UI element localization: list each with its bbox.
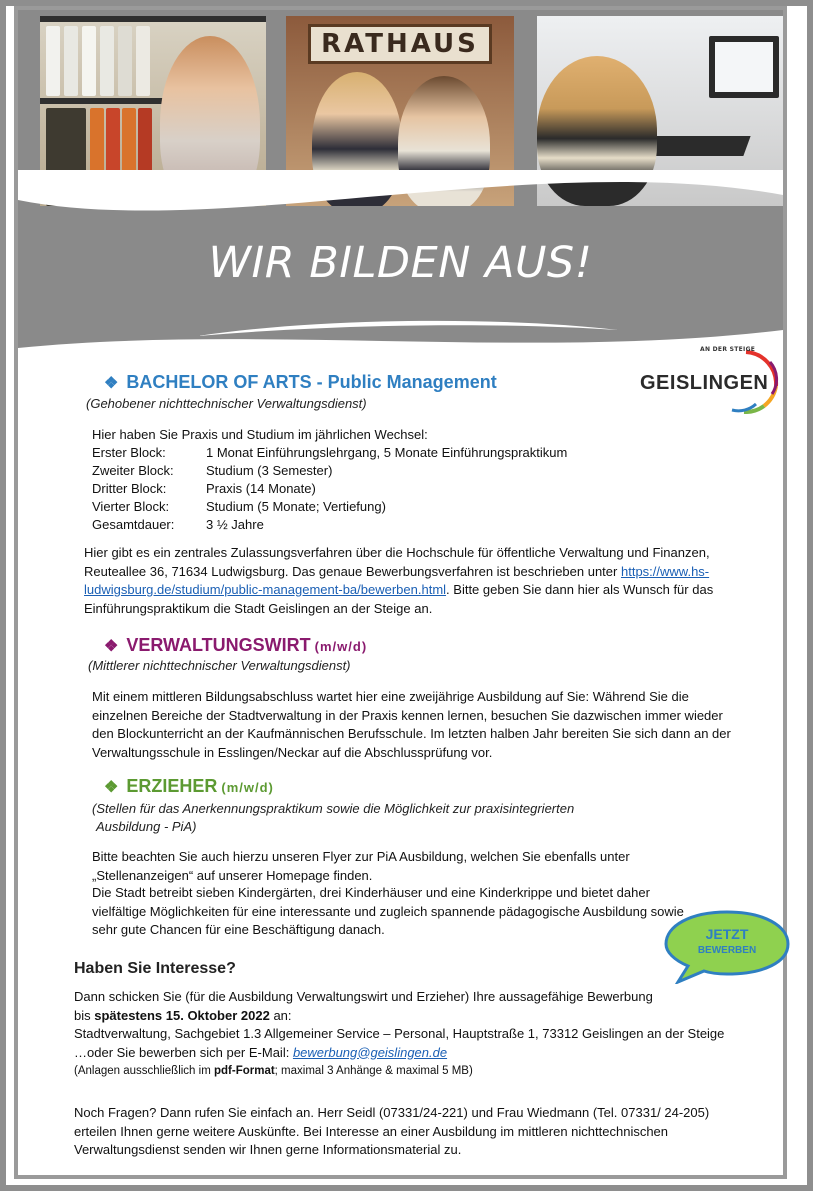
bachelor-paragraph [84,544,746,618]
block-label: Gesamtdauer: [92,517,175,532]
postal-address: Stadtverwaltung, Sachgebiet 1.3 Allgemeiner Service – Personal, Hauptstraße 1, 73312 Geislingen an der Steige [74,1026,725,1041]
shelf-top [40,16,266,22]
page-title: WIR BILDEN AUS! [208,238,593,288]
gender-tag: (m/w/d) [314,639,368,654]
heading-erzieher-text: ERZIEHER [126,776,218,796]
gender-tag: (m/w/d) [221,780,274,795]
list-item [92,444,567,462]
block-label: Erster Block: [92,445,166,460]
block-value: Praxis (14 Monate) [206,481,316,496]
erzieher-paragraph-2: Die Stadt betreibt sieben Kindergärten, drei Kinderhäuser und eine Kinderkrippe und bietet daher vielfältige Möglichkeiten für eine interessante und zugleich spannende pädagogische Ausbildung sowie sehr gute Chancen für eine Beschäftigung danach. [92,885,684,937]
attachment-note-c: ; maximal 3 Anhänge & maximal 5 MB) [274,1065,473,1077]
binder [118,26,132,96]
verwaltungswirt-paragraph: Mit einem mittleren Bildungsabschluss wartet hier eine zweijährige Ausbildung auf Sie: Während Sie die einzelnen Bereiche der Stadtverwaltung in der Praxis kennen lernen, besuchen Sie dazwischen immer wieder den Blockunterricht an der Kaufmännischen Berufsschule. Im letzten halben Jahr bereiten Sie sich dann an der Verwaltungsschule in Esslingen/Neckar auf die Abschlussprüfung vor. [92,689,731,760]
list-item [92,516,567,534]
bachelor-intro: Hier haben Sie Praxis und Studium im jährlichen Wechsel: [92,427,428,442]
application-line: Dann schicken Sie (für die Ausbildung Verwaltungswirt und Erzieher) Ihre aussagefähige Bewerbung [74,989,653,1004]
list-item [92,462,567,480]
block-value: Studium (3 Semester) [206,463,333,478]
attachment-note [74,1062,738,1081]
diamond-bullet-icon: ❖ [104,375,119,392]
hs-ludwigsburg-link[interactable]: https://www.hs-ludwigsburg.de/studium/public-management-ba/bewerben.html [84,563,710,597]
heading-erzieher [104,776,274,797]
binder [136,26,150,96]
deadline-suffix: an: [269,1007,292,1023]
block-label: Zweiter Block: [92,463,174,478]
application-info [74,988,738,1081]
binder [82,26,96,96]
list-item [92,498,567,516]
wave-white-bottom [18,320,783,348]
rathaus-sign: RATHAUS [308,24,492,64]
erzieher-paragraph-1: Bitte beachten Sie auch hierzu unseren Flyer zur PiA Ausbildung, welchen Sie ebenfalls unter „Stellenanzeigen“ auf unserer Homepage finden. [92,849,630,883]
subtitle-verwaltungswirt: (Mittlerer nichttechnischer Verwaltungsdienst) [88,658,351,673]
questions-paragraph: Noch Fragen? Dann rufen Sie einfach an. Herr Seidl (07331/24-221) und Frau Wiedmann (Tel. 07331/ 24-205) erteilen Ihnen gerne weitere Auskünfte. Bei Interesse an einer Ausbildung im mittleren nichttechnischen Verwaltungsdienst senden wir Ihnen gerne Informationsmaterial zu. [74,1105,710,1157]
apply-now-line2: BEWERBEN [697,945,757,956]
heading-verwaltungswirt [104,635,367,656]
geislingen-logo [636,348,786,414]
email-line [74,1044,738,1063]
heading-interest: Haben Sie Interesse? [74,960,236,977]
heading-bachelor-text: BACHELOR OF ARTS - Public Management [126,372,497,392]
logo-name: GEISLINGEN [640,372,769,394]
apply-now-badge[interactable] [664,910,790,984]
block-value: 1 Monat Einführungslehrgang, 5 Monate Einführungspraktikum [206,445,568,460]
binder [46,26,60,96]
list-item [92,480,567,498]
bachelor-paragraph-text-end: . Bitte geben Sie dann hier als Wunsch für das Einführungspraktikum die Stadt Geislingen an der Steige an. [84,582,714,616]
attachment-note-a: (Anlagen ausschließlich im [74,1065,214,1077]
block-value: 3 ½ Jahre [206,517,264,532]
header-banner [18,10,783,348]
email-prefix: …oder Sie bewerben sich per E-Mail: [74,1044,293,1060]
keyboard [643,136,750,156]
block-value: Studium (5 Monate; Vertiefung) [206,499,386,514]
diamond-bullet-icon: ❖ [104,638,119,655]
heading-verwaltungswirt-text: VERWALTUNGSWIRT [126,635,311,655]
attachment-format: pdf-Format [213,1065,275,1077]
email-link[interactable]: bewerbung@geislingen.de [292,1044,448,1060]
monitor-screen [715,42,773,92]
deadline-date: spätestens 15. Oktober 2022 [94,1007,270,1023]
bachelor-paragraph-text: Hier gibt es ein zentrales Zulassungsverfahren über die Hochschule für öffentliche Verwaltung und Finanzen, Reuteallee 36, 71634 Ludwigsburg. Das genaue Bewerbungsverfahren ist beschrieben unter [84,545,710,579]
binder [100,26,114,96]
bachelor-block-list [92,426,567,534]
subtitle-erzieher-line1: (Stellen für das Anerkennungspraktikum sowie die Möglichkeit zur praxisintegrierten [92,801,575,816]
apply-now-line1: JETZT [705,926,749,942]
binder [64,26,78,96]
block-label: Vierter Block: [92,499,170,514]
block-label: Dritter Block: [92,481,167,496]
heading-bachelor [104,372,497,393]
application-deadline [74,1007,738,1026]
logo-subtitle: AN DER STEIGE [700,346,756,353]
diamond-bullet-icon: ❖ [104,779,119,796]
subtitle-erzieher-line2: Ausbildung - PiA) [96,819,197,834]
deadline-prefix: bis [74,1007,95,1023]
subtitle-bachelor: (Gehobener nichttechnischer Verwaltungsdienst) [86,396,367,411]
